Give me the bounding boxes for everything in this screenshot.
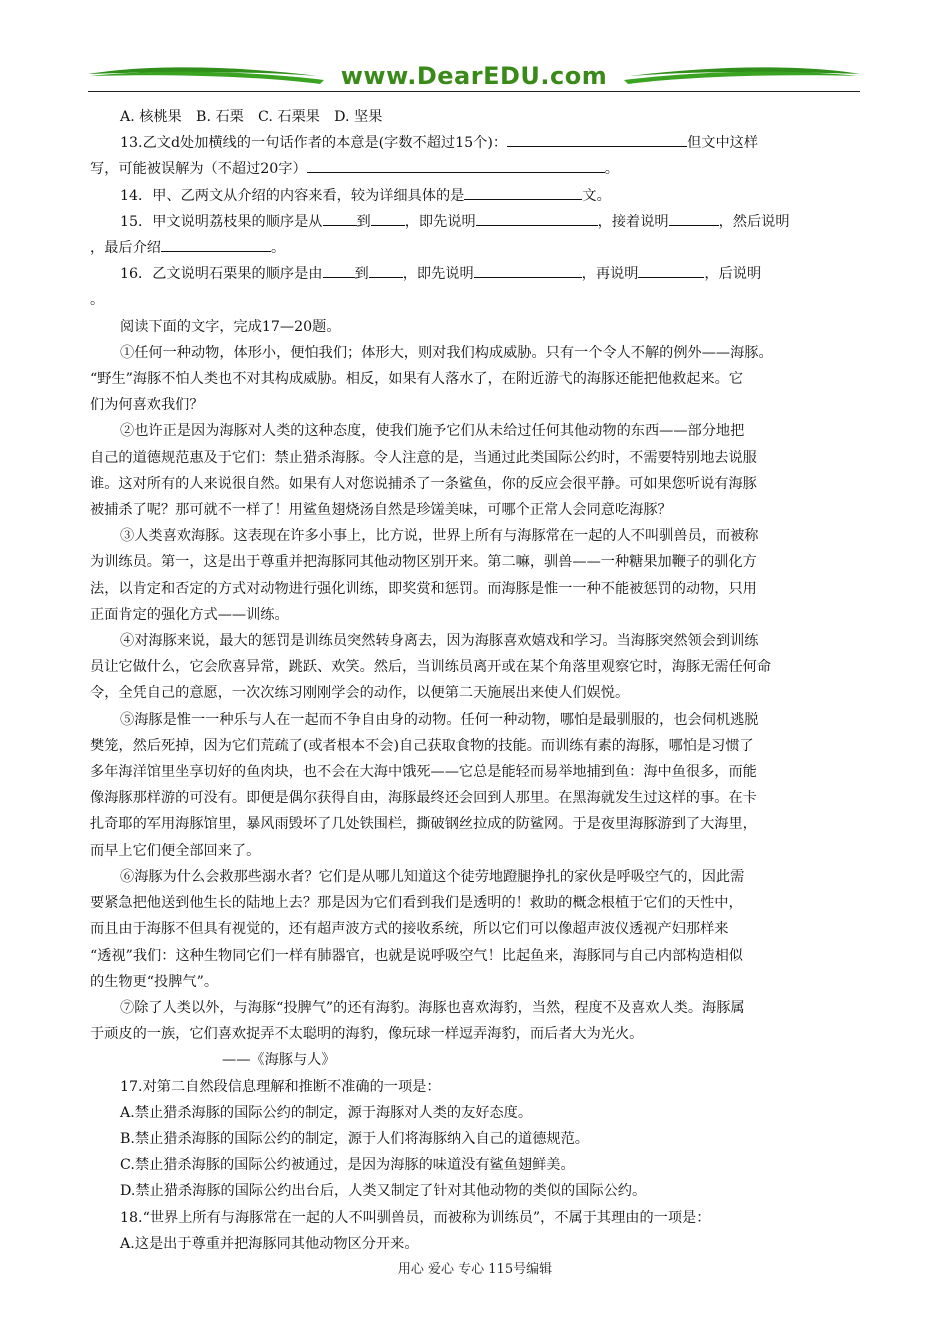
answer-blank[interactable]: [307, 157, 605, 173]
q12-options: A. 核桃果 B. 石栗 C. 石栗果 D. 坚果: [120, 109, 383, 125]
paragraph-1: [90, 340, 860, 419]
q13-text: 。: [604, 161, 619, 178]
q14-text: 文。: [582, 187, 611, 204]
q13-text: 但文中这样: [687, 135, 759, 152]
question-stem: 17.对第二自然段信息理解和推断不准确的一项是：: [120, 1078, 441, 1095]
q16-line-1: [90, 261, 860, 287]
paragraph-line: ④对海豚来说，最大的惩罚是训练员突然转身离去，因为海豚喜欢嬉戏和学习。当海豚突然领会到训练: [120, 633, 759, 650]
paragraph-line: 的生物更“投脾气”。: [90, 973, 219, 990]
paragraph-line: 们为何喜欢我们？: [90, 397, 204, 414]
q14-text: 14．甲、乙两文从介绍的内容来看，较为详细具体的是: [120, 187, 465, 204]
site-brand-logo: www.DearEDU.com: [340, 62, 608, 90]
paragraph-line: ⑦除了人类以外，与海豚“投脾气”的还有海豹。海豚也喜欢海豹，当然，程度不及喜欢人类。海豚属: [120, 999, 745, 1016]
paragraph-line: ②也许正是因为海豚对人类的这种态度，使我们施予它们从未给过任何其他动物的东西——部分地把: [120, 423, 745, 440]
q13-text: 13.乙文d处加横线的一句话作者的本意是(字数不超过15个)：: [120, 135, 508, 152]
paragraph-line: 而早上它们便全部回来了。: [90, 842, 261, 859]
q15-line-1: [90, 209, 860, 235]
answer-blank[interactable]: [474, 262, 582, 278]
answer-blank[interactable]: [369, 262, 403, 278]
paragraph-line: ③人类喜欢海豚。这表现在许多小事上，比方说，世界上所有与海豚常在一起的人不叫驯兽员，而被称: [120, 528, 759, 545]
paragraph-line: ①任何一种动物，体形小，便怕我们；体形大，则对我们构成威胁。只有一个令人不解的例外——海豚。: [120, 344, 773, 361]
answer-blank[interactable]: [371, 210, 405, 226]
paragraph-line: 被捕杀了呢？那可就不一样了！用鲨鱼翅烧汤自然是珍馐美味，可哪个正常人会同意吃海豚？: [90, 502, 672, 519]
document-body: [90, 104, 860, 1257]
q15-text: 到: [356, 213, 371, 230]
q15-line-2: [90, 235, 860, 261]
q15-text: ，接着说明: [597, 213, 669, 230]
paragraph-5: [90, 707, 860, 864]
answer-blank[interactable]: [323, 262, 355, 278]
paragraph-line: 像海豚那样游的可没有。即便是偶尔获得自由，海豚最终还会回到人那里。在黑海就发生过这样的事。在卡: [90, 790, 757, 807]
option-d[interactable]: D.禁止猎杀海豚的国际公约出台后，人类又制定了针对其他动物的类似的国际公约。: [120, 1183, 647, 1200]
q15-text: ，最后介绍: [90, 240, 161, 257]
option-c[interactable]: C.禁止猎杀海豚的国际公约被通过，是因为海豚的味道没有鲨鱼翅鲜美。: [120, 1157, 575, 1174]
paragraph-4: [90, 628, 860, 707]
paragraph-line: 而且由于海豚不但具有视觉的，还有超声波方式的接收系统，所以它们可以像超声波仪透视产妇那样来: [90, 921, 729, 938]
q16-line-2: 。: [90, 292, 105, 309]
page-footer: 用心 爱心 专心 115号编辑: [397, 1262, 553, 1277]
q16-text: ，后说明: [704, 266, 762, 283]
answer-blank[interactable]: [669, 210, 719, 226]
answer-blank[interactable]: [161, 236, 271, 252]
q16-text: ，再说明: [581, 266, 639, 283]
paragraph-line: 樊笼，然后死掉，因为它们荒疏了(或者根本不会)自己获取食物的技能。而训练有素的海豚，哪怕是习惯了: [90, 737, 754, 754]
q15-text: 。: [270, 240, 286, 257]
header-divider: [88, 91, 860, 92]
q14-line: [90, 183, 860, 209]
paragraph-line: 令，全凭自己的意愿，一次次练习刚刚学会的动作，以便第二天施展出来使人们娱悦。: [90, 685, 630, 702]
q16-text: ，即先说明: [402, 266, 474, 283]
paragraph-line: “透视”我们：这种生物同它们一样有肺器官，也就是说呼吸空气！比起鱼来，海豚同与自己内部构造相似: [90, 947, 743, 964]
paragraph-line: 为训练员。第一，这是出于尊重并把海豚同其他动物区别开来。第二嘛，驯兽——一种糖果加鞭子的驯化方: [90, 554, 757, 571]
question-18: [90, 1205, 860, 1257]
paragraph-line: 正面肯定的强化方式——训练。: [90, 606, 289, 623]
q15-text: ，然后说明: [718, 213, 790, 230]
paragraph-line: 法，以肯定和否定的方式对动物进行强化训练，即奖赏和惩罚。而海豚是惟一一种不能被惩罚的动物，只用: [90, 580, 757, 597]
option-a[interactable]: A.禁止猎杀海豚的国际公约的制定，源于海豚对人类的友好态度。: [120, 1104, 533, 1121]
paragraph-line: ⑥海豚为什么会救那些溺水者？它们是从哪儿知道这个徒劳地蹬腿挣扎的家伙是呼吸空气的，因此需: [120, 868, 745, 885]
question-17: [90, 1074, 860, 1205]
paragraph-line: 员让它做什么，它会欣喜异常，跳跃、欢笑。然后，当训练员离开或在某个角落里观察它时，海豚无需任何命: [90, 659, 772, 676]
answer-blank[interactable]: [464, 184, 582, 200]
paragraph-line: 自己的道德规范惠及于它们：禁止猎杀海豚。令人注意的是，当通过此类国际公约时，不需要特别地去说服: [90, 449, 757, 466]
paragraph-2: [90, 418, 860, 523]
question-stem: 18.“世界上所有与海豚常在一起的人不叫驯兽员，而被称为训练员”，不属于其理由的一项是：: [120, 1209, 711, 1226]
q16-text: 到: [354, 266, 369, 283]
paragraph-6: [90, 864, 860, 995]
paragraph-line: 多年海洋馆里坐享切好的鱼肉块，也不会在大海中饿死——它总是能轻而易举地捕到鱼：海中鱼很多，而能: [90, 764, 757, 781]
paragraph-line: 于顽皮的一族，它们喜欢捉弄不太聪明的海豹，像玩球一样逗弄海豹，而后者大为光火。: [90, 1026, 644, 1043]
q13-line-1: [90, 130, 860, 156]
option-b[interactable]: B.禁止猎杀海豚的国际公约的制定，源于人们将海豚纳入自己的道德规范。: [120, 1130, 589, 1147]
paragraph-line: 谁。这对所有的人来说很自然。如果有人对您说捕杀了一条鲨鱼，你的反应会很平静。可如果您听说有海豚: [90, 475, 757, 492]
reading-instruction: 阅读下面的文字，完成17—20题。: [120, 318, 341, 335]
paragraph-line: ⑤海豚是惟一一种乐与人在一起而不争自由身的动物。任何一种动物，哪怕是最驯服的，也会伺机逃脱: [120, 711, 759, 728]
q13-line-2: [90, 156, 860, 182]
paragraph-line: 扎奇耶的军用海豚馆里，暴风雨毁坏了几处铁围栏，撕破钢丝拉成的防鲨网。于是夜里海豚游到了大海里，: [90, 816, 757, 833]
q15-text: ，即先说明: [404, 213, 476, 230]
answer-blank[interactable]: [476, 210, 598, 226]
q16-text: 16．乙文说明石栗果的顺序是由: [120, 266, 323, 283]
q15-text: 15．甲文说明荔枝果的顺序是从: [120, 213, 323, 230]
option-a[interactable]: A.这是出于尊重并把海豚同其他动物区分开来。: [120, 1235, 419, 1252]
paragraph-line: 要紧急把他送到他生长的陆地上去？那是因为它们看到我们是透明的！救助的概念根植于它们的天性中，: [90, 895, 743, 912]
paragraph-7: [90, 995, 860, 1047]
q13-text: 写，可能被误解为（不超过20字）: [90, 161, 307, 178]
article-source: ——《海豚与人》: [222, 1052, 336, 1069]
answer-blank[interactable]: [323, 210, 357, 226]
answer-blank[interactable]: [507, 131, 687, 147]
paragraph-3: [90, 523, 860, 628]
answer-blank[interactable]: [638, 262, 704, 278]
paragraph-line: “野生”海豚不怕人类也不对其构成威胁。相反，如果有人落水了，在附近游弋的海豚还能把他救起来。它: [90, 371, 743, 388]
